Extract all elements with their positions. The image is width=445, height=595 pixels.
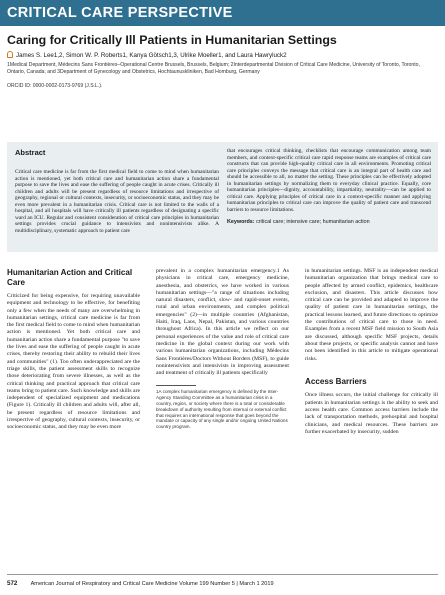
abstract-left-column: Critical care medicine is far from the first medical field to come to mind when humanitarian action is mentioned, yet both critical care and humanitarian action share a fundamental purpose to save the lives and ease the suffering of people caught in acute crises. Critically ill children and adults will be present regardless of resource limitations and irrespective of geography, regional or cultural contexts, insecurity, or socioeconomic status, and they may be even more prevalent in a humanitarian crisis. Critical care is not limited to the walls of a hospital, and all hospitals will have critically ill patients regardless of designating a specific ward an ICU. Regular and consistent consideration of critical care principles in humanitarian settings provides crucial guidance to intensivists and nonintensivists alike. A multidisciplinary, systematic approach to patient care [15,169,219,234]
body-paragraph: in humanitarian settings. MSF is an independent medical humanitarian organization that brings medical care to people affected by armed conflict, epidemics, healthcare exclusion, and disasters. This article discusses how critical care can be provided and adapted to improve the quality of patient care in humanitarian settings, the practical lessons learned, and future directions to optimize the contributions of critical care to those in need. Examples from a recent MSF field mission to South Asia are discussed, although specific MSF projects, details about these projects, or specific analysis cannot and have not been identified in this article to mitigate operational risks. [305,268,438,362]
body-column-3 [305,268,438,436]
footer-divider [7,574,438,575]
page-footer [7,580,438,587]
body-column-2 [156,268,289,430]
orcid-line: ORCID ID: 0000-0002-0173-9769 (J.S.L.). [7,83,103,89]
section-banner: CRITICAL CARE PERSPECTIVE [0,0,445,26]
abstract-right-text: that encourages critical thinking, checklists that encourage communication among team members, and context-specific critical care rapid response teams are examples of critical care constructs that can provide high-quality critical care in all environments. Promoting critical care principles conveys the message that critical care is an integral part of health care and should be accessible to all, no matter the setting. These principles can be effectively adopted in humanitarian settings by normalizing them to everyday clinical practice. Equally, core humanitarian principles—dignity, accountability, impartiality, neutrality—can be applied to critical care. Applying principles of critical care in a context-specific manner and applying humanitarian principles to critical care can improve the quality of patient care and transcend barriers to resource limitations. [227,148,431,213]
body-paragraph: Once illness occurs, the initial challenge for critically ill patients in humanitarian settings is the ability to seek and access health care. Common access barriers include the lack of transportation methods, prehospital and hospital clinicians, and medical resources. These barriers are further exacerbated by insecurity, sudden [305,392,438,435]
abstract-box [7,142,438,252]
keywords-label: Keywords: [227,219,255,225]
footnote-divider [156,385,196,386]
keywords-line [227,219,431,226]
open-access-icon [7,51,13,58]
body-paragraph: prevalent in a complex humanitarian emergency.1 As physicians in critical care, emergency medicine, anesthesia, and obstetrics, we have worked in various humanitarian settings—"a range of situations including natural disasters, conflict, slow- and rapid-onset events, rural and urban environments, and complex political emergencies" (2)—in multiple countries (Afghanistan, Haiti, Iraq, Laos, Nepal, Pakistan, and various countries throughout Africa). In this article we reflect on our personal experiences of the value and role of critical care medicine in the global context during our work with various humanitarian organizations, including Médecins Sans Frontières/Doctors Without Borders (MSF), to guide nonintensivists and intensivists in improving assessment and treatment of critically ill patients specifically [156,268,289,377]
author-names: James S. Lee1,2, Simon W. P. Roberts1, Kanya Götsch1,3, Ulrike Moeller1, and Laura Hawryluck2 [16,52,287,59]
abstract-right-column [227,148,431,226]
page-number: 572 [7,580,18,587]
author-list [7,51,439,59]
body-paragraph: Criticized for being expensive, for requiring unavailable equipment and technology to be effective, for benefiting only a few when the needs of many are overwhelming in humanitarian settings, critical care medicine is far from the first medical field to come to mind when humanitarian action is mentioned. Yet both critical care and humanitarian action share a fundamental purpose "to save the lives and ease the suffering of people caught in acute crises, thereby restoring their ability to rebuild their lives and communities" (1). Too often underappreciated are the triage skills, the patient assessment skills to recognize those deteriorating from severe illnesses, as well as the critical thinking and practical approach that critical care teams bring to patient care. Such knowledge and skills are independent of specialized equipment and medications (Figure 1). Critically ill children and adults will, after all, be present regardless of resource limitations and irrespective of geography, cultural contexts, insecurity, or socioeconomic status, and they may be even more [7,293,140,431]
section-heading-access-barriers: Access Barriers [305,376,367,386]
abstract-heading: Abstract [15,148,46,157]
affiliations: 1Medical Department, Médecins Sans Frontières–Operational Centre Brussels, Brussels, Belgium; 2Interdepartmental Division of Critical Care Medicine, University of Toronto, Toronto, Ontario, Canada; and 3Department of Gynecology and Obstetrics, Hochtaunuskliniken, Bad Homburg, Germany [7,62,420,75]
body-column-1 [7,268,140,432]
article-title: Caring for Critically Ill Patients in Humanitarian Settings [7,33,337,47]
keywords-values: critical care; intensive care; humanitarian action [256,219,370,225]
section-heading-humanitarian-action: Humanitarian Action and Critical Care [7,268,133,287]
footnote: 1A complex humanitarian emergency is defined by the Inter-Agency Standing Committee as a humanitarian crisis in a country, region, or society where there is a total or considerable breakdown of authority resulting from internal or external conflict that requires an international response that goes beyond the mandate or capacity of any single and/or ongoing United Nations country program. [156,389,288,430]
journal-citation: American Journal of Respiratory and Critical Care Medicine Volume 199 Number 5 | March 1 2019 [30,581,274,587]
